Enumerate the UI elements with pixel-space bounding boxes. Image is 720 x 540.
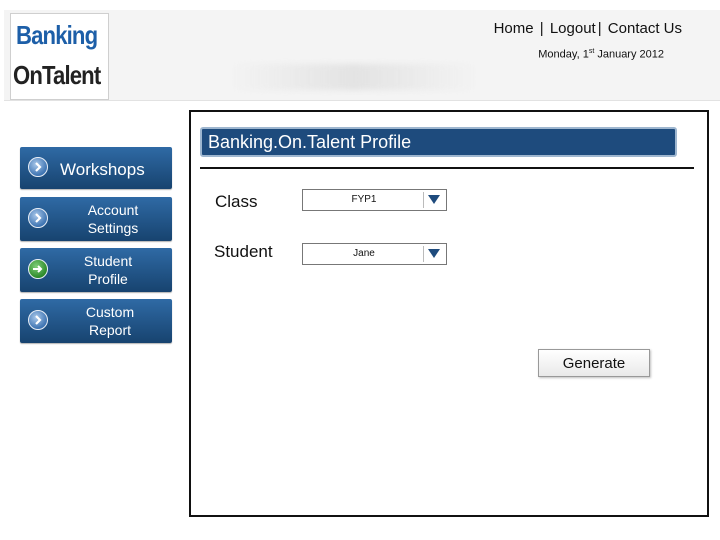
sidebar-item-student-profile[interactable] bbox=[20, 248, 172, 292]
sidebar-item-label: Account Settings bbox=[87, 202, 139, 236]
student-select[interactable] bbox=[302, 243, 447, 265]
nav-separator: | bbox=[539, 20, 544, 37]
date-suffix: January 2012 bbox=[594, 48, 664, 61]
dropdown-arrow-icon[interactable] bbox=[423, 192, 444, 208]
arrow-right-icon bbox=[28, 259, 48, 279]
logo-text-ontalent: OnTalent bbox=[13, 60, 101, 90]
home-link[interactable]: Home bbox=[493, 20, 534, 37]
sidebar-item-label: Custom Report bbox=[85, 304, 135, 338]
profile-panel bbox=[189, 110, 709, 517]
title-divider bbox=[200, 167, 694, 169]
sidebar-item-label: Student Profile bbox=[83, 253, 133, 287]
sidebar-item-account-settings[interactable] bbox=[20, 197, 172, 241]
class-select-value: FYP1 bbox=[351, 194, 377, 205]
dropdown-arrow-icon[interactable] bbox=[423, 246, 444, 262]
logout-link[interactable]: Logout bbox=[549, 20, 596, 37]
blurred-banner bbox=[229, 64, 479, 90]
sidebar-item-label: Workshops bbox=[60, 160, 145, 179]
page-title: Banking.On.Talent Profile bbox=[200, 127, 677, 157]
date-prefix: Monday, 1 bbox=[538, 48, 589, 61]
class-label: Class bbox=[215, 192, 258, 211]
date-ordinal: st bbox=[588, 48, 595, 55]
chevron-right-icon bbox=[28, 310, 48, 330]
class-select[interactable] bbox=[302, 189, 447, 211]
banking-on-talent-logo[interactable] bbox=[10, 13, 109, 100]
chevron-right-icon bbox=[28, 208, 48, 228]
student-select-value: Jane bbox=[353, 248, 375, 259]
generate-button[interactable]: Generate bbox=[538, 349, 650, 377]
page-header bbox=[4, 10, 720, 101]
sidebar-item-workshops[interactable] bbox=[20, 147, 172, 189]
nav-separator: | bbox=[597, 20, 602, 37]
student-label: Student bbox=[214, 242, 273, 261]
logo-text-banking: Banking bbox=[16, 20, 98, 50]
top-navigation bbox=[494, 20, 682, 37]
chevron-right-icon bbox=[28, 157, 48, 177]
contact-us-link[interactable]: Contact Us bbox=[607, 20, 682, 37]
current-date bbox=[538, 48, 664, 61]
sidebar-item-custom-report[interactable] bbox=[20, 299, 172, 343]
